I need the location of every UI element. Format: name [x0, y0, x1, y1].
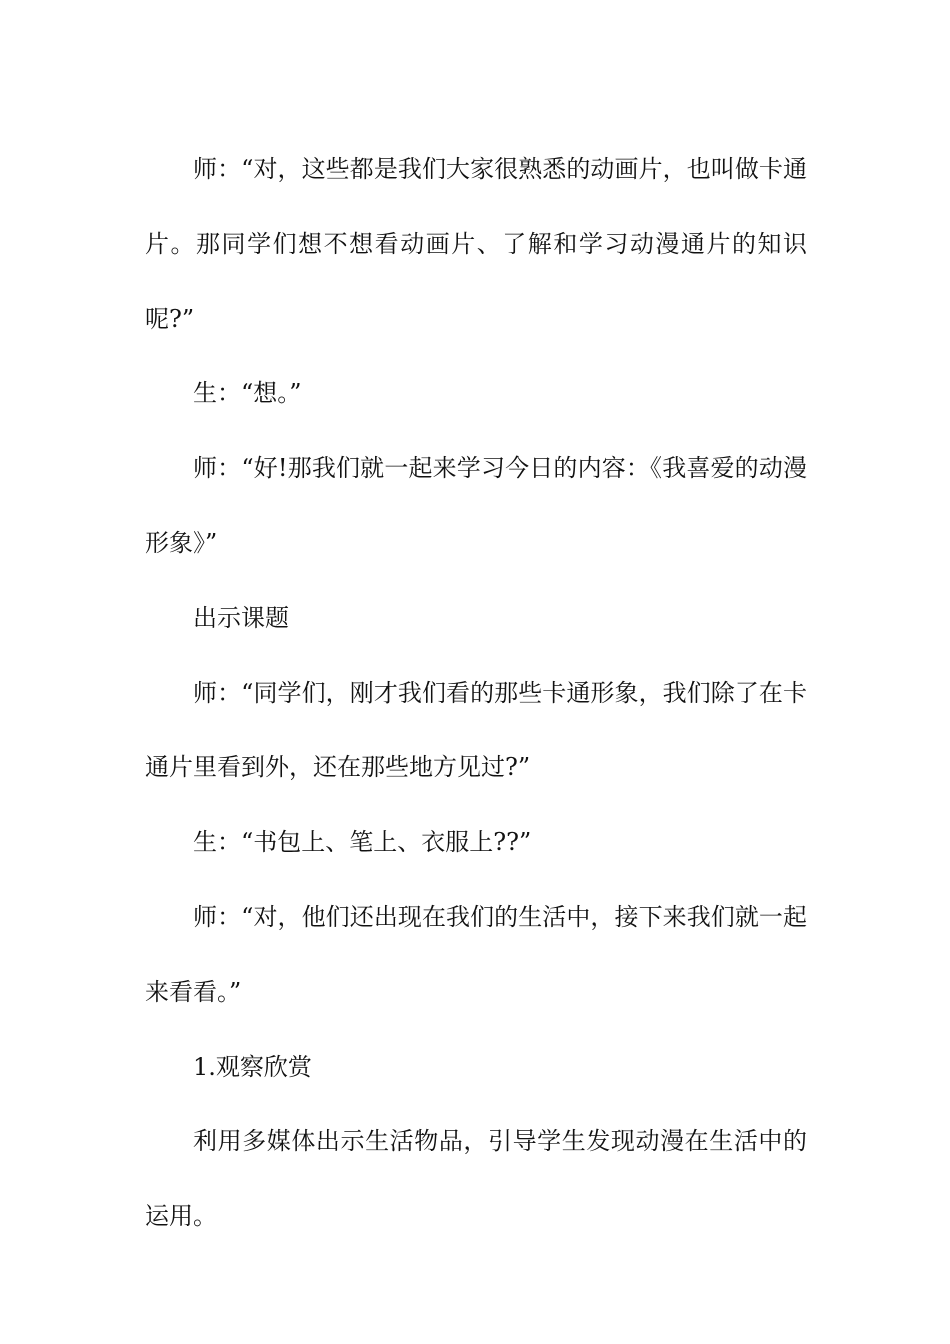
paragraph-teacher-intro: 师：“对，这些都是我们大家很熟悉的动画片，也叫做卡通片。那同学们想不想看动画片、了解和学习动漫通片的知识呢?” [145, 155, 807, 333]
paragraph-teacher-question: 师：“同学们，刚才我们看的那些卡通形象，我们除了在卡通片里看到外，还在那些地方见过?” [145, 678, 807, 782]
paragraph-teacher-topic: 师：“好!那我们就一起来学习今日的内容：《我喜爱的动漫形象》” [145, 454, 807, 557]
paragraph-student-answer: 生：“书包上、笔上、衣服上??” [193, 828, 532, 857]
paragraph-teacher-continue: 师：“对，他们还出现在我们的生活中，接下来我们就一起来看看。” [145, 902, 807, 1006]
document-body [145, 132, 807, 1254]
section-heading-observe: 1.观察欣赏 [193, 1052, 312, 1081]
paragraph-student-reply: 生：“想。” [193, 379, 302, 408]
paragraph-multimedia: 利用多媒体出示生活物品，引导学生发现动漫在生活中的运用。 [145, 1127, 807, 1231]
paragraph-show-title: 出示课题 [193, 603, 289, 632]
